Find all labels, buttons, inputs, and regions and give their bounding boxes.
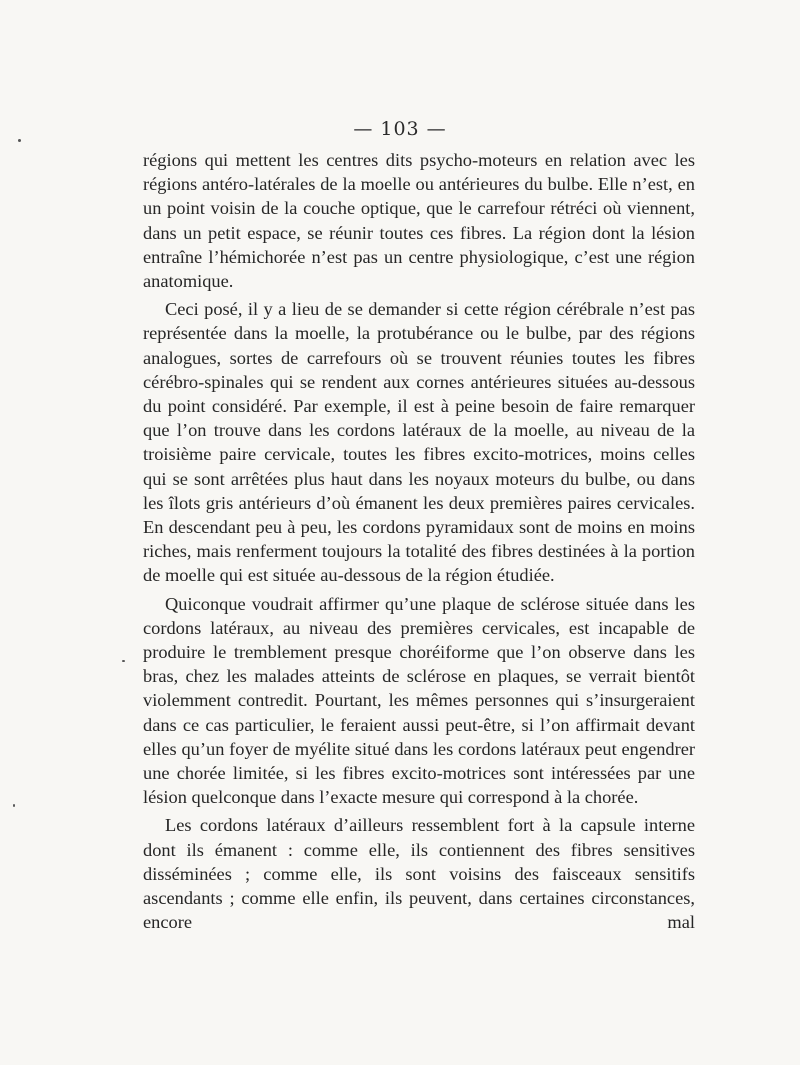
page-number: — 103 — <box>353 118 447 140</box>
scan-speck <box>18 139 21 142</box>
body-text <box>143 148 695 939</box>
paragraph-1: régions qui mettent les centres dits psycho-moteurs en relation avec les régions antéro-latérales de la moelle ou antérieures du bulbe. Elle n’est, en un point voisin de la couche optique, que le carrefour rétréci où viennent, dans un petit espace, se réunir toutes ces fibres. La région dont la lésion entraîne l’hémichorée n’est pas un centre physiologique, c’est une région anatomique. <box>143 150 695 292</box>
scan-speck <box>122 660 125 662</box>
paragraph-2: Ceci posé, il y a lieu de se demander si cette région cérébrale n’est pas représentée dans la moelle, la protubérance ou le bulbe, par des régions analogues, sortes de carrefours où se trouvent réunies toutes les fibres cérébro-spinales qui se rendent aux cornes antérieures situées au-dessous du point considéré. Par exemple, il est à peine besoin de faire remarquer que l’on trouve dans les cordons latéraux de la moelle, au niveau de la troisième paire cervicale, toutes les fibres excito-motrices, moins celles qui se sont arrêtées plus haut dans les noyaux moteurs du bulbe, ou dans les îlots gris antérieurs d’où émanent les deux premières paires cervicales. En descendant peu à peu, les cordons pyramidaux sont de moins en moins riches, mais renferment toujours la totalité des fibres destinées à la portion de moelle qui est située au-dessous de la région étudiée. <box>143 299 695 586</box>
paragraph-3: Quiconque voudrait affirmer qu’une plaque de sclérose située dans les cordons latéraux, au niveau des premières cervicales, est incapable de produire le tremblement presque choréiforme que l’on observe dans les bras, chez les malades atteints de sclérose en plaques, se verrait bientôt violemment contredit. Pourtant, les mêmes personnes qui s’insurgeraient dans ce cas particulier, le feraient aussi peut-être, si l’on affirmait devant elles qu’un foyer de myélite situé dans les cordons latéraux peut engendrer une chorée limitée, si les fibres excito-motrices sont intéressées par une lésion quelconque dans l’exacte mesure qui correspond à la chorée. <box>143 593 695 808</box>
paragraph-4: Les cordons latéraux d’ailleurs ressemblent fort à la capsule interne dont ils émanent : comme elle, ils contiennent des fibres sensitives disséminées ; comme elle, ils sont voisins des faisceaux sensitifs ascendants ; comme elle enfin, ils peuvent, dans certaines circonstances, encore mal <box>143 815 695 933</box>
scan-speck <box>13 804 15 807</box>
